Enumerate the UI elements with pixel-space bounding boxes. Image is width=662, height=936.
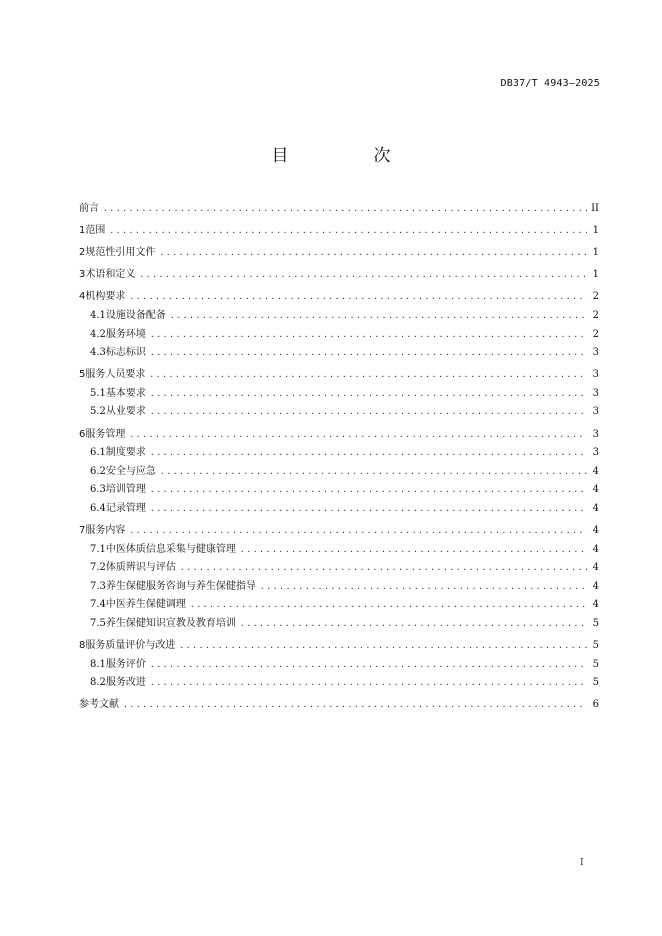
toc-entry-page: 4: [592, 465, 599, 477]
document-code: DB37/T 4943—2025: [500, 78, 600, 89]
toc-entry-number: 8.2: [90, 677, 106, 689]
dot-leader: [150, 326, 587, 345]
toc-entry-label: 标志标识: [105, 347, 146, 359]
toc-entry-label: 体质辨识与评估: [105, 562, 176, 574]
dot-leader: [149, 366, 587, 385]
toc-entry-page: 2: [592, 309, 599, 321]
toc-entry[interactable]: [79, 522, 599, 541]
toc-entry-number: 8.1: [90, 658, 106, 670]
toc-entry-page: 5: [592, 658, 599, 670]
toc-entry[interactable]: [79, 200, 599, 219]
toc-entry-label: 规范性引用文件: [85, 247, 156, 259]
toc-entry-number: 7.3: [90, 580, 106, 592]
toc-entry-number: 5.2: [90, 406, 106, 418]
toc-entry[interactable]: [79, 366, 599, 385]
dot-leader: [180, 559, 587, 578]
toc-entry-page: 1: [592, 225, 599, 237]
toc-entry-label: 范围: [85, 225, 106, 237]
dot-leader: [150, 481, 587, 500]
toc-entry-label: 服务环境: [105, 328, 146, 340]
toc-entry-label: 制度要求: [105, 447, 146, 459]
toc-entry-label: 培训管理: [105, 484, 146, 496]
toc-entry-label: 养生保健服务咨询与养生保健指导: [105, 580, 256, 592]
toc-entry[interactable]: [79, 656, 599, 675]
toc-entry-page: 3: [592, 369, 599, 381]
toc-entry-page: 3: [592, 406, 599, 418]
toc-entry-number: 7.1: [90, 543, 106, 555]
toc-entry-label: 从业要求: [105, 406, 146, 418]
toc-entry-number: 1: [79, 225, 86, 237]
dot-leader: [150, 403, 587, 422]
toc-entry-page: II: [591, 203, 599, 214]
toc-entry-page: 4: [592, 580, 599, 592]
toc-entry-page: 1: [592, 247, 599, 259]
toc-entry-label: 设施设备配备: [105, 309, 166, 321]
toc-entry-page: 5: [592, 640, 599, 652]
toc-entry[interactable]: [79, 559, 599, 578]
toc-entry-number: 8: [79, 640, 86, 652]
toc-entry-label: 服务质量评价与改进: [85, 640, 176, 652]
toc-entry-number: 5.1: [90, 387, 106, 399]
toc-entry[interactable]: [79, 637, 599, 656]
toc-entry[interactable]: [79, 403, 599, 422]
toc-entry-page: 4: [592, 543, 599, 555]
toc-entry[interactable]: [79, 244, 599, 263]
toc-entry-number: 6.4: [90, 502, 106, 514]
toc-entry-number: 3: [79, 269, 86, 281]
dot-leader: [150, 344, 587, 363]
toc-entry-label: 养生保健知识宣教及教育培训: [105, 617, 236, 629]
toc-entry-number: 7.5: [90, 617, 106, 629]
toc-entry-number: 2: [79, 247, 86, 259]
toc-entry[interactable]: [79, 615, 599, 634]
dot-leader: [260, 578, 587, 597]
toc-entry-number: 6.3: [90, 484, 106, 496]
dot-leader: [179, 637, 587, 656]
dot-leader: [123, 696, 587, 715]
toc-entry-number: 4.1: [90, 309, 106, 321]
toc-entry[interactable]: [79, 385, 599, 404]
dot-leader: [150, 385, 587, 404]
toc-entry-page: 4: [592, 484, 599, 496]
dot-leader: [150, 444, 587, 463]
dot-leader: [109, 222, 587, 241]
toc-entry-number: 6.2: [90, 465, 106, 477]
toc-entry-label: 机构要求: [85, 291, 126, 303]
toc-entry-page: 4: [592, 502, 599, 514]
toc-entry-label: 服务管理: [85, 428, 126, 440]
toc-title: 目 次: [271, 146, 425, 166]
toc-entry-label: 服务评价: [105, 658, 146, 670]
toc-entry-page: 3: [592, 347, 599, 359]
toc-entry-label: 参考文献: [79, 699, 119, 711]
toc-entry-page: 2: [592, 328, 599, 340]
toc-entry-label: 记录管理: [105, 502, 146, 514]
toc-entry[interactable]: [79, 541, 599, 560]
dot-leader: [150, 500, 587, 519]
dot-leader: [150, 674, 587, 693]
page-number: I: [580, 858, 584, 868]
toc-entry-label: 服务内容: [85, 525, 126, 536]
toc-entry-label: 前言: [79, 203, 99, 214]
dot-leader: [190, 596, 587, 615]
dot-leader: [129, 426, 587, 445]
dot-leader: [240, 615, 587, 634]
toc-entry-page: 1: [592, 269, 599, 281]
toc-entry-number: 7: [79, 525, 86, 536]
toc-entry-number: 4.3: [90, 347, 106, 359]
toc-entry-page: 2: [592, 291, 599, 303]
toc-entry[interactable]: [79, 344, 599, 363]
dot-leader: [159, 244, 587, 263]
toc-entry-page: 4: [592, 525, 599, 536]
toc-entry-page: 4: [592, 562, 599, 574]
dot-leader: [240, 541, 587, 560]
toc-entry[interactable]: [79, 596, 599, 615]
toc-entry-number: 4: [79, 291, 86, 303]
dot-leader: [129, 288, 587, 307]
toc-entry-number: 4.2: [90, 328, 106, 340]
toc-entry-label: 基本要求: [105, 387, 146, 399]
dot-leader: [170, 307, 587, 326]
toc-entry[interactable]: [79, 266, 599, 285]
toc-entry-label: 中医体质信息采集与健康管理: [105, 543, 236, 555]
toc-entry[interactable]: [79, 326, 599, 345]
toc-entry[interactable]: [79, 481, 599, 500]
toc-entry[interactable]: [79, 463, 599, 482]
toc-entry[interactable]: [79, 307, 599, 326]
toc-entry-page: 4: [592, 599, 599, 611]
toc-entry-number: 7.2: [90, 562, 106, 574]
toc-entry[interactable]: [79, 426, 599, 445]
toc-entry-label: 术语和定义: [85, 269, 136, 281]
table-of-contents: [79, 200, 599, 715]
toc-entry-page: 3: [592, 387, 599, 399]
toc-entry[interactable]: [79, 500, 599, 519]
toc-entry[interactable]: [79, 444, 599, 463]
dot-leader: [150, 656, 587, 675]
toc-entry[interactable]: [79, 674, 599, 693]
toc-entry[interactable]: [79, 222, 599, 241]
toc-entry[interactable]: [79, 578, 599, 597]
toc-entry[interactable]: [79, 696, 599, 715]
toc-entry-number: 7.4: [90, 599, 106, 611]
toc-entry-page: 6: [592, 699, 599, 711]
toc-entry-label: 服务人员要求: [85, 369, 146, 381]
toc-entry-page: 3: [592, 447, 599, 459]
dot-leader: [139, 266, 587, 285]
toc-entry-page: 5: [592, 677, 599, 689]
toc-entry-label: 中医养生保健调理: [105, 599, 186, 611]
toc-entry-page: 5: [592, 617, 599, 629]
dot-leader: [129, 522, 587, 541]
toc-entry-number: 6.1: [90, 447, 106, 459]
toc-entry-page: 3: [592, 428, 599, 440]
dot-leader: [103, 200, 587, 219]
toc-entry-number: 6: [79, 428, 86, 440]
dot-leader: [160, 463, 587, 482]
toc-entry-number: 5: [79, 369, 86, 381]
toc-entry[interactable]: [79, 288, 599, 307]
toc-entry-label: 安全与应急: [105, 465, 156, 477]
toc-entry-label: 服务改进: [105, 677, 146, 689]
